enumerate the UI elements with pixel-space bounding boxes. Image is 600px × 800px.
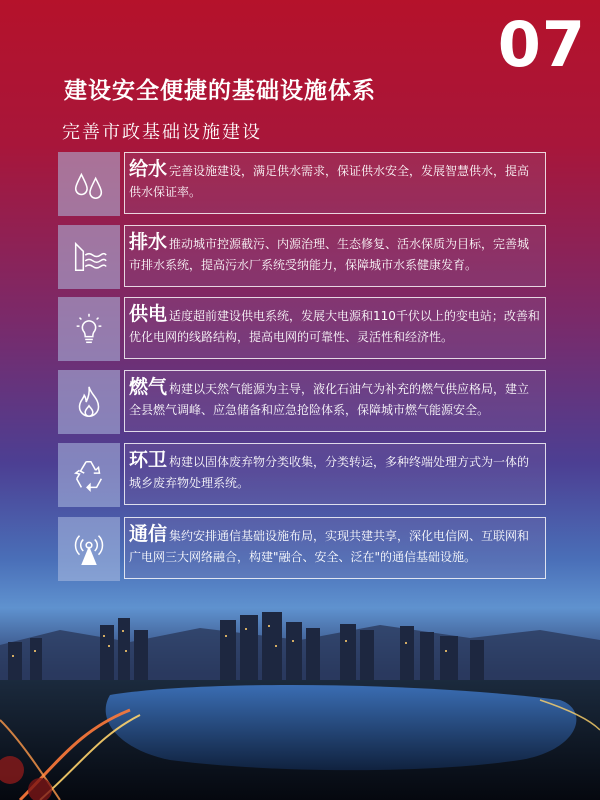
list-item-gas xyxy=(58,370,548,434)
item-text-box xyxy=(124,370,546,432)
item-text-box xyxy=(124,517,546,579)
item-description: 构建以天然气能源为主导，液化石油气为补充的燃气供应格局，建立全县燃气调峰、应急储备和应急抢险体系，保障城市燃气能源安全。 xyxy=(129,382,530,417)
item-text-box xyxy=(124,297,546,359)
light-bulb-icon xyxy=(58,297,120,361)
page-title: 建设安全便捷的基础设施体系 xyxy=(64,78,376,104)
item-description: 集约安排通信基础设施布局，实现共建共享，深化电信网、互联网和广电网三大网络融合，构建"融合、安全、泛在"的通信基础设施。 xyxy=(129,529,530,564)
item-description: 构建以固体废弃物分类收集，分类转运，多种终端处理方式为一体的城乡废弃物处理系统。 xyxy=(129,455,530,490)
item-heading: 供电 xyxy=(129,303,168,325)
item-heading: 燃气 xyxy=(129,376,168,398)
item-heading: 排水 xyxy=(129,231,168,253)
item-text-box xyxy=(124,152,546,214)
city-night-photo xyxy=(0,600,600,800)
item-heading: 环卫 xyxy=(129,449,168,471)
list-item-communication xyxy=(58,517,548,581)
item-description: 推动城市控源截污、内源治理、生态修复、活水保质为目标，完善城市排水系统，提高污水厂系统受纳能力，保障城市水系健康发育。 xyxy=(129,237,530,272)
flame-icon xyxy=(58,370,120,434)
item-text-box xyxy=(124,443,546,505)
list-item-power-supply xyxy=(58,297,548,361)
list-item-water-supply xyxy=(58,152,548,216)
drainage-icon xyxy=(58,225,120,289)
water-drops-icon xyxy=(58,152,120,216)
item-heading: 给水 xyxy=(129,158,168,180)
page-subtitle: 完善市政基础设施建设 xyxy=(62,122,262,143)
item-description: 完善设施建设，满足供水需求，保证供水安全，发展智慧供水，提高供水保证率。 xyxy=(129,164,530,199)
item-description: 适度超前建设供电系统，发展大电源和110千伏以上的变电站；改善和优化电网的线路结构，提高电网的可靠性、灵活性和经济性。 xyxy=(129,309,540,344)
list-item-sanitation xyxy=(58,443,548,507)
list-item-drainage xyxy=(58,225,548,289)
item-heading: 通信 xyxy=(129,523,168,545)
signal-tower-icon xyxy=(58,517,120,581)
item-text-box xyxy=(124,225,546,287)
page-number: 07 xyxy=(497,8,586,81)
recycle-icon xyxy=(58,443,120,507)
